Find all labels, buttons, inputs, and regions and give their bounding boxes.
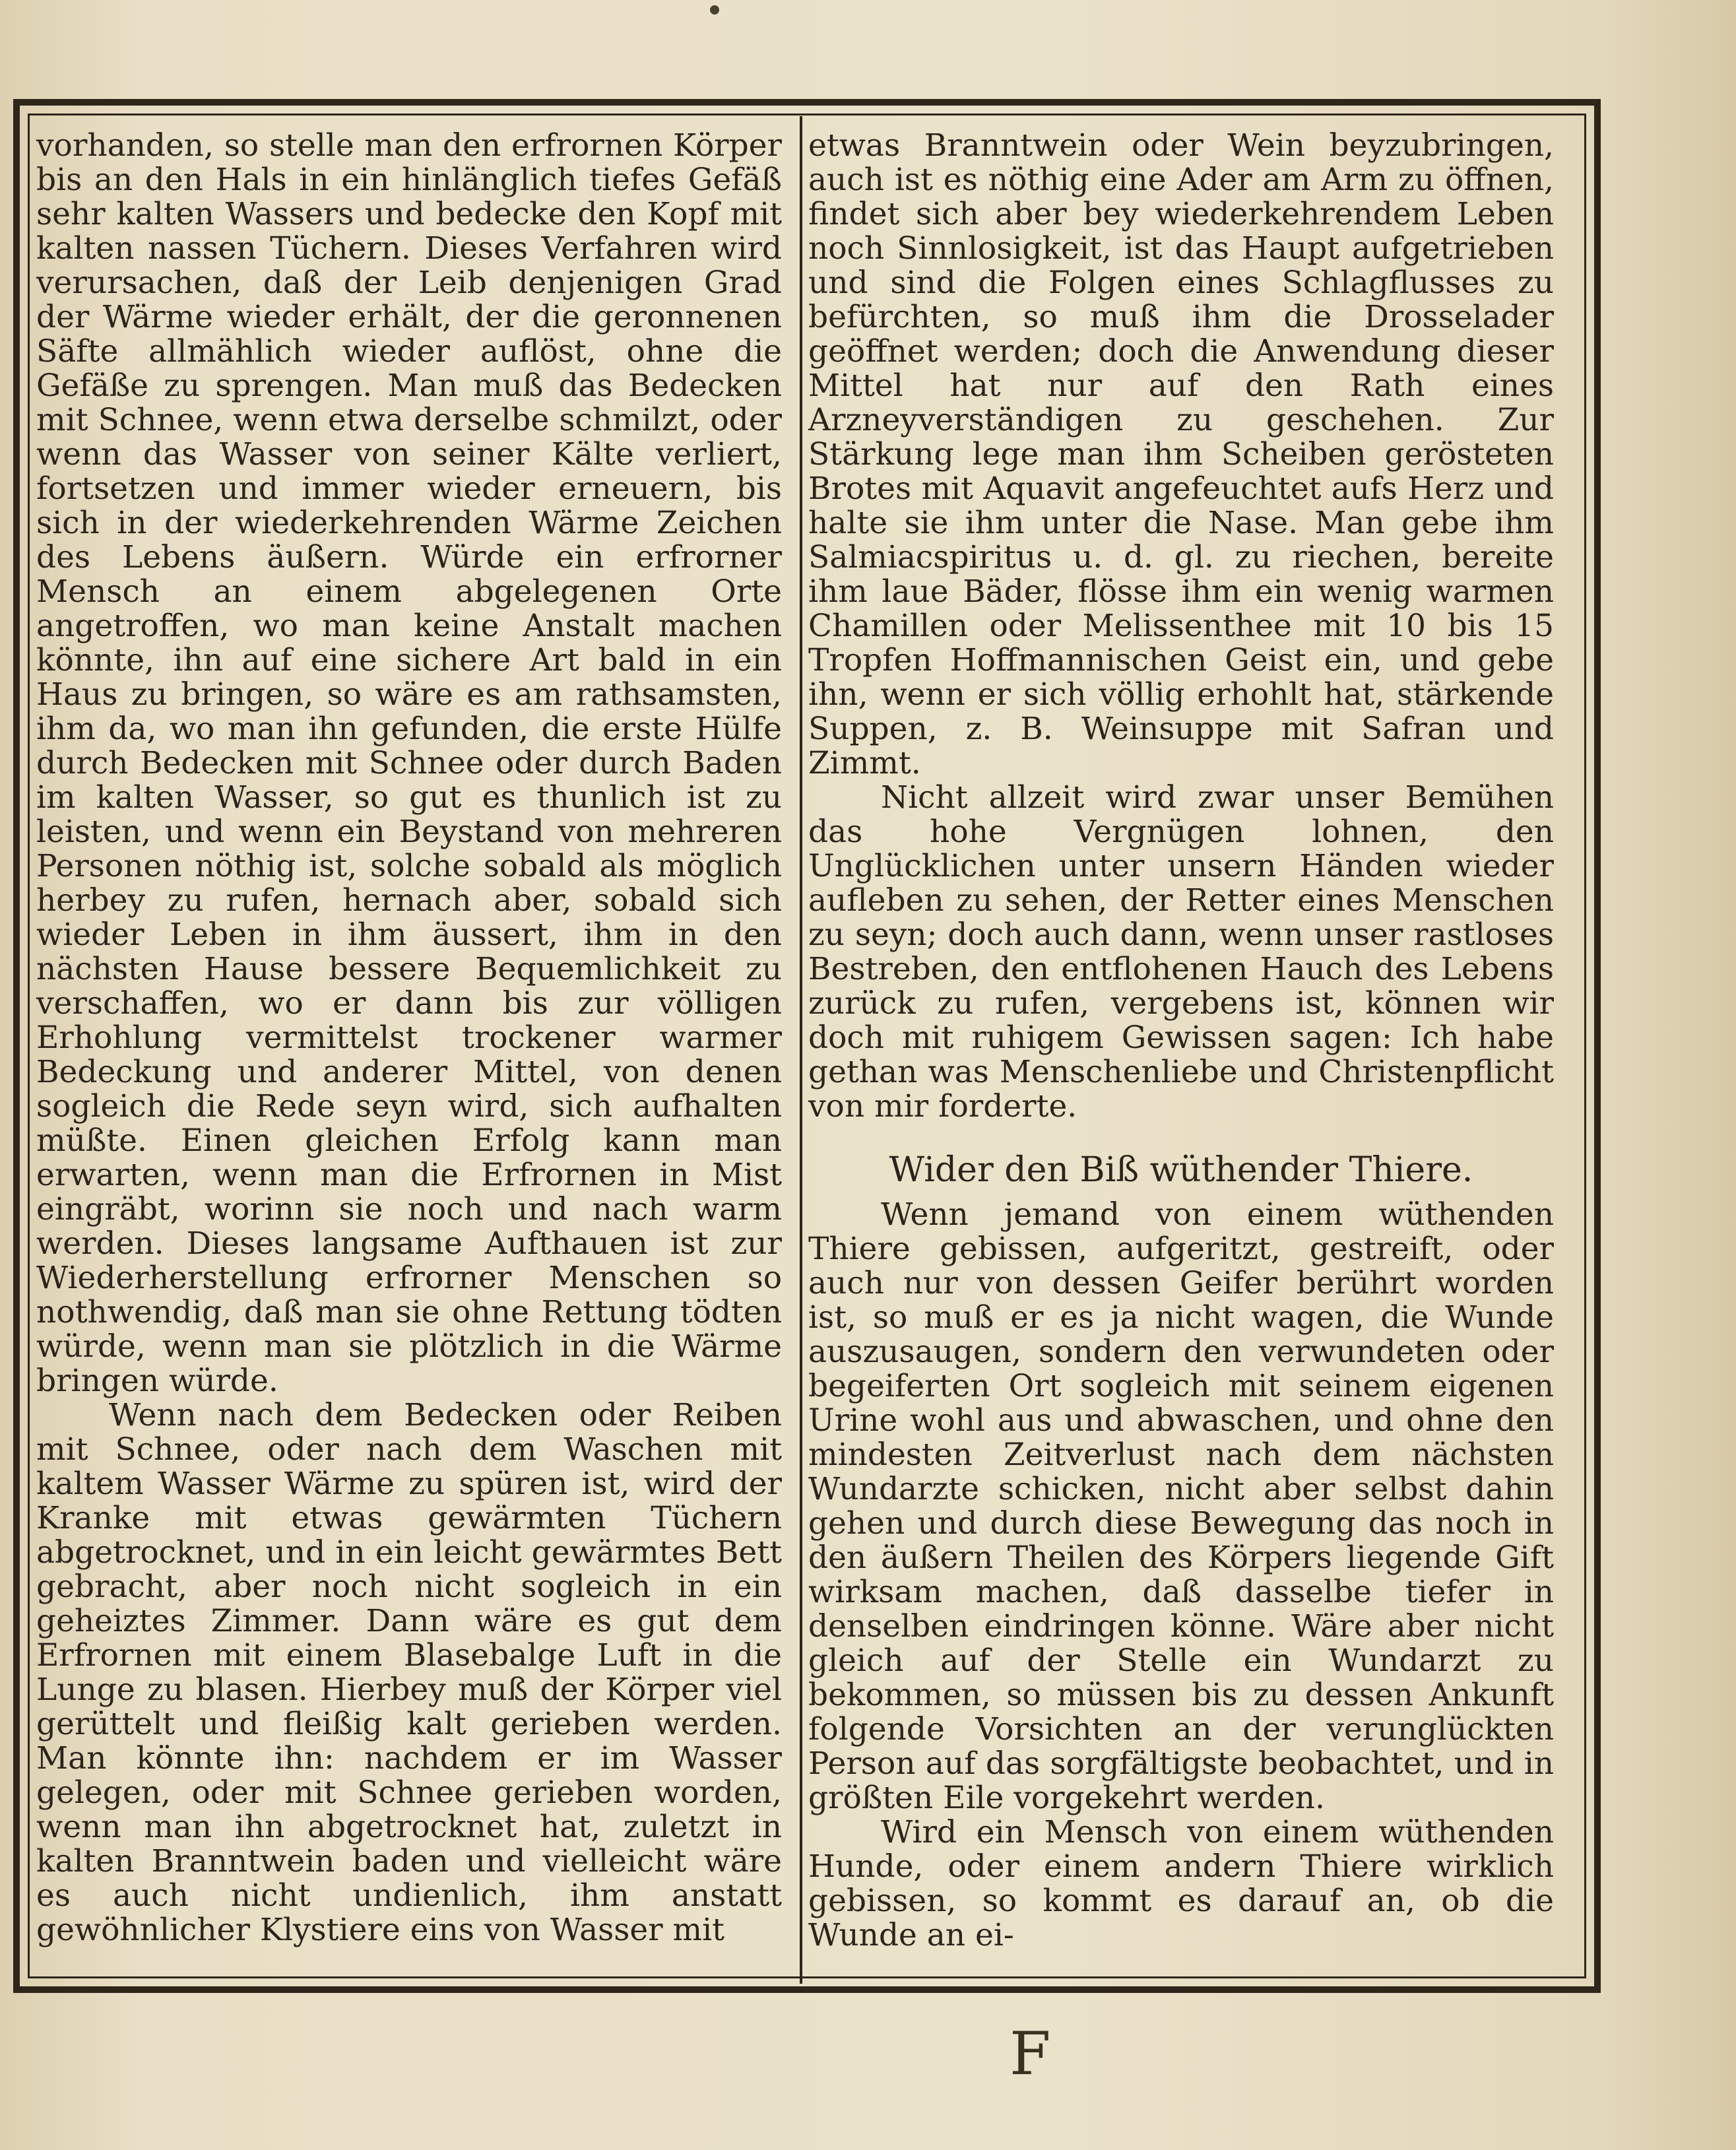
column-divider — [800, 116, 802, 1984]
left-paragraph-1: vorhanden, so stelle man den erfrornen Körper bis an den Hals in ein hinlänglich tiefes Gefäß sehr kalten Wassers und bedecke den Kopf mit kalten nassen Tüchern. Dieses Verfahren wird verursachen, daß der Leib denjenigen Grad der Wärme wieder erhält, der die geronnenen Säfte allmählich wieder auflöst, ohne die Gefäße zu sprengen. Man muß das Bedecken mit Schnee, wenn etwa derselbe schmilzt, oder wenn das Wasser von seiner Kälte verliert, fortsetzen und immer wieder erneuern, bis sich in der wiederkehrenden Wärme Zeichen des Lebens äußern. Würde ein erfrorner Mensch an einem abgelegenen Orte angetroffen, wo man keine Anstalt machen könnte, ihn auf eine sichere Art bald in ein Haus zu bringen, so wäre es am rathsamsten, ihm da, wo man ihn gefunden, die erste Hülfe durch Bedecken mit Schnee oder durch Baden im kalten Wasser, so gut es thunlich ist zu leisten, und wenn ein Beystand von mehreren Personen nöthig ist, solche sobald als möglich herbey zu rufen, hernach aber, sobald sich wieder Leben in ihm äussert, ihm in den nächsten Hause bessere Bequemlichkeit zu verschaffen, wo er dann bis zur völligen Erhohlung vermittelst trockener warmer Bedeckung und anderer Mittel, von denen sogleich die Rede seyn wird, sich aufhalten müßte. Einen gleichen Erfolg kann man erwarten, wenn man die Erfrornen in Mist eingräbt, worinn sie noch und nach warm werden. Dieses langsame Aufthauen ist zur Wiederherstellung erfrorner Menschen so nothwendig, daß man sie ohne Rettung tödten würde, wenn man sie plötzlich in die Wärme bringen würde. — [36, 127, 782, 1399]
right-column — [808, 129, 1554, 1953]
left-column — [36, 129, 782, 1947]
right-paragraph-3: Wenn jemand von einem wüthenden Thiere gebissen, aufgeritzt, gestreift, oder auch nur von dessen Geifer berührt worden ist, so muß er es ja nicht wagen, die Wunde auszusaugen, sondern den verwundeten oder begeiferten Ort sogleich mit seinem eigenen Urine wohl aus und abwaschen, und ohne den mindesten Zeitverlust nach dem nächsten Wundarzte schicken, nicht aber selbst dahin gehen und durch diese Bewegung das noch in den äußern Theilen des Körpers liegende Gift wirksam machen, daß dasselbe tiefer in denselben eindringen könne. Wäre aber nicht gleich auf der Stelle ein Wundarzt zu bekommen, so müssen bis zu dessen Ankunft folgende Vorsichten an der verunglückten Person auf das sorgfältigste beobachtet, und in größten Eile vorgekehrt werden. — [808, 1196, 1554, 1816]
left-paragraph-2: Wenn nach dem Bedecken oder Reiben mit Schnee, oder nach dem Waschen mit kaltem Wasser Wärme zu spüren ist, wird der Kranke mit etwas gewärmten Tüchern abgetrocknet, und in ein leicht gewärmtes Bett gebracht, aber noch nicht sogleich in ein geheiztes Zimmer. Dann wäre es gut dem Erfrornen mit einem Blasebalge Luft in die Lunge zu blasen. Hierbey muß der Körper viel gerüttelt und fleißig kalt gerieben werden. Man könnte ihn: nachdem er im Wasser gelegen, oder mit Schnee gerieben worden, wenn man ihn abgetrocknet hat, zuletzt in kalten Branntwein baden und vielleicht wäre es auch nicht undienlich, ihm anstatt gewöhnlicher Klystiere eins von Wasser mit — [36, 1397, 782, 1948]
right-paragraph-1: etwas Branntwein oder Wein beyzubringen, auch ist es nöthig eine Ader am Arm zu öffnen, findet sich aber bey wiederkehrendem Leben noch Sinnlosigkeit, ist das Haupt aufgetrieben und sind die Folgen eines Schlagflusses zu befürchten, so muß ihm die Drosselader geöffnet werden; doch die Anwendung dieser Mittel hat nur auf den Rath eines Arzneyverständigen zu geschehen. Zur Stärkung lege man ihm Scheiben gerösteten Brotes mit Aquavit angefeuchtet aufs Herz und halte sie ihm unter die Nase. Man gebe ihm Salmiacspiritus u. d. gl. zu riechen, bereite ihm laue Bäder, flösse ihm ein wenig warmen Chamillen oder Melissenthee mit 10 bis 15 Tropfen Hoffmannischen Geist ein, und gebe ihn, wenn er sich völlig erhohlt hat, stärkende Suppen, z. B. Weinsuppe mit Safran und Zimmt. — [808, 127, 1554, 781]
right-paragraph-2: Nicht allzeit wird zwar unser Bemühen das hohe Vergnügen lohnen, den Unglücklichen unter unsern Händen wieder aufleben zu sehen, der Retter eines Menschen zu seyn; doch auch dann, wenn unser rastloses Bestreben, den entflohenen Hauch des Lebens zurück zu rufen, vergebens ist, können wir doch mit ruhigem Gewissen sagen: Ich habe gethan was Menschenliebe und Christenpflicht von mir forderte. — [808, 779, 1554, 1124]
right-paragraph-4: Wird ein Mensch von einem wüthenden Hunde, oder einem andern Thiere wirklich gebissen, so kommt es darauf an, ob die Wunde an ei- — [808, 1814, 1554, 1953]
section-heading: Wider den Biß wüthender Thiere. — [889, 1150, 1473, 1190]
ink-speck — [710, 5, 719, 15]
signature-mark: F — [1010, 2019, 1051, 2089]
